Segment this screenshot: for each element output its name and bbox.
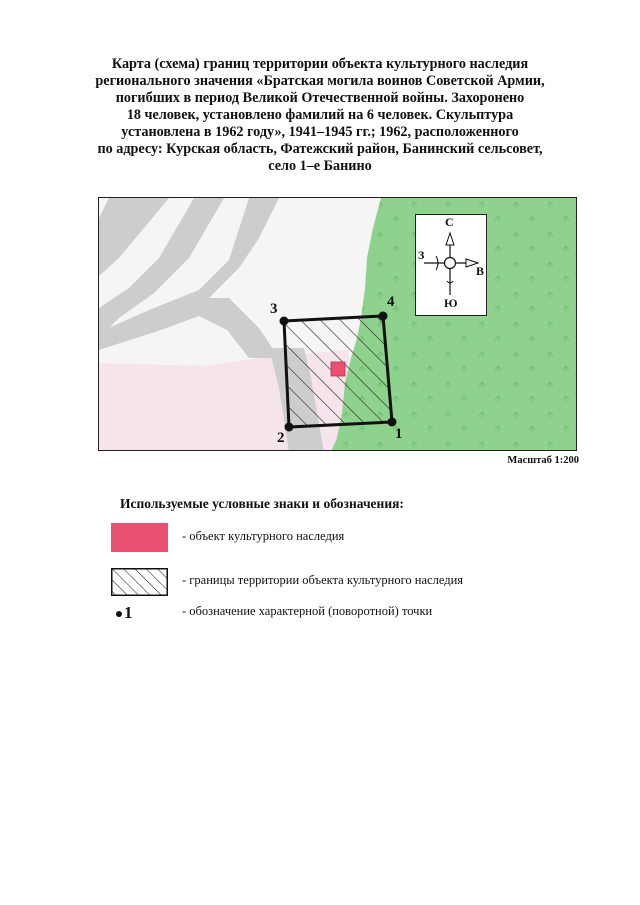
- legend-hatch-swatch: [111, 568, 168, 596]
- title-line: установлена в 1962 году», 1941–1945 гг.; 1962, расположенного: [121, 124, 519, 140]
- map-canvas: [99, 198, 577, 451]
- map-title: [60, 56, 580, 175]
- title-line: 18 человек, установлено фамилий на 6 человек. Скульптура: [126, 107, 514, 123]
- point-label-3: 3: [270, 301, 278, 317]
- point-label-2: 2: [277, 430, 285, 446]
- legend-point-label: 1: [124, 603, 133, 622]
- legend-point-symbol: [116, 603, 133, 623]
- compass-west: З: [418, 248, 425, 262]
- point-dot-icon: [116, 611, 122, 617]
- title-line: погибших в период Великой Отечественной войны. Захоронено: [115, 90, 525, 106]
- legend-object-swatch: [111, 523, 168, 552]
- title-line: регионального значения «Братская могила воинов Советской Армии,: [95, 73, 545, 89]
- compass-south: Ю: [444, 296, 458, 310]
- title-line: Карта (схема) границ территории объекта культурного наследия: [111, 56, 529, 72]
- legend-title: Используемые условные знаки и обозначения:: [120, 496, 404, 511]
- turn-point-4: [379, 312, 388, 321]
- legend-item-point: - обозначение характерной (поворотной) точки: [182, 604, 433, 618]
- compass-north: С: [445, 215, 454, 229]
- compass-east: В: [476, 264, 485, 278]
- title-line: по адресу: Курская область, Фатежский район, Банинский сельсовет,: [97, 141, 543, 157]
- legend-item-object: - объект культурного наследия: [182, 529, 345, 543]
- scale-label: Масштаб 1:200: [507, 455, 579, 466]
- point-label-1: 1: [395, 426, 403, 442]
- heritage-object: [331, 362, 345, 376]
- title-line: село 1–е Банино: [268, 158, 372, 174]
- turn-point-3: [280, 317, 289, 326]
- turn-point-2: [285, 423, 294, 432]
- legend-item-territory: - границы территории объекта культурного наследия: [182, 573, 464, 587]
- compass-rose: [415, 214, 487, 316]
- point-label-4: 4: [387, 294, 395, 310]
- map-frame: [98, 197, 577, 451]
